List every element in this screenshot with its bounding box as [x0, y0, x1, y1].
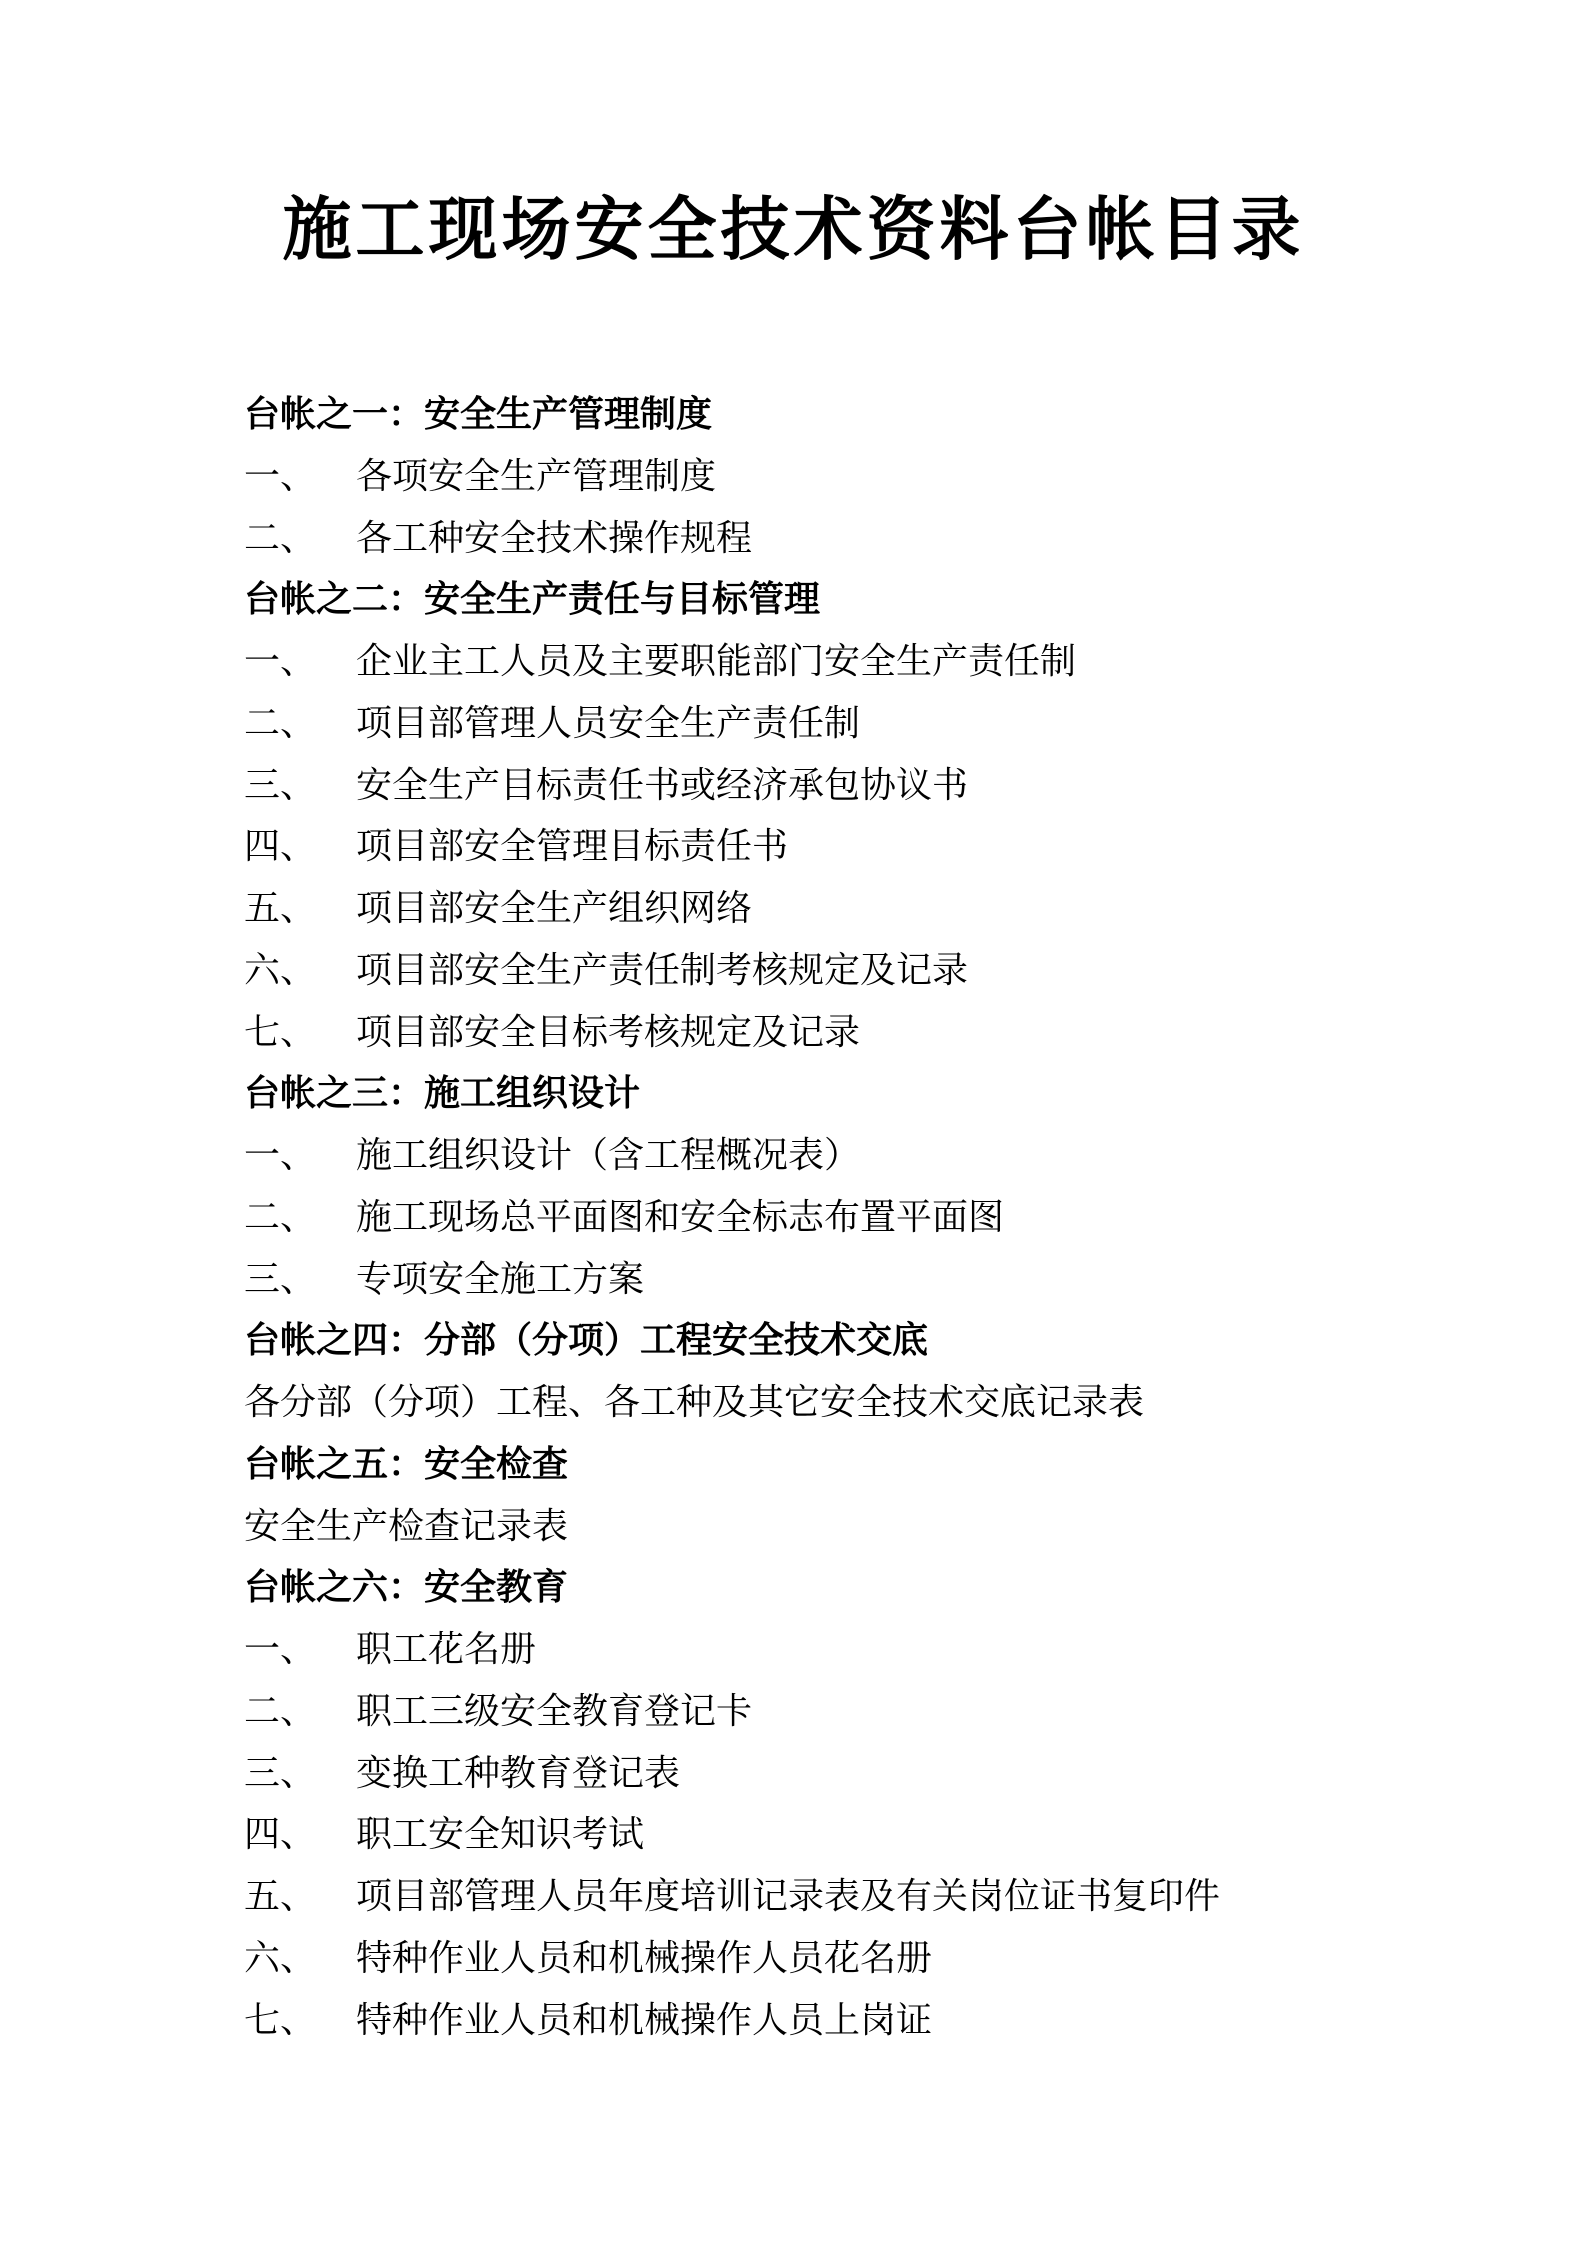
toc-item — [244, 755, 1444, 817]
item-text: 项目部管理人员年度培训记录表及有关岗位证书复印件 — [356, 1876, 1221, 1917]
toc-item — [244, 1249, 1444, 1311]
toc-item — [244, 1619, 1444, 1681]
toc-item — [244, 816, 1444, 878]
item-number: 二、 — [244, 1196, 317, 1238]
section-heading: 台帐之五：安全检查 — [244, 1442, 569, 1485]
item-text: 特种作业人员和机械操作人员上岗证 — [356, 1999, 933, 2041]
item-number: 一、 — [244, 1135, 317, 1176]
item-number: 五、 — [244, 1876, 317, 1917]
item-number: 二、 — [244, 1690, 317, 1732]
toc-plain-item: 各分部（分项）工程、各工种及其它安全技术交底记录表 — [244, 1382, 1145, 1423]
toc-item — [244, 1681, 1444, 1743]
item-text: 安全生产目标责任书或经济承包协议书 — [356, 764, 969, 806]
item-text: 项目部管理人员安全生产责任制 — [356, 702, 861, 744]
item-number: 六、 — [244, 949, 317, 991]
item-text: 职工花名册 — [356, 1629, 537, 1670]
section-heading: 台帐之四：分部（分项）工程安全技术交底 — [244, 1319, 929, 1362]
toc-item — [244, 1928, 1444, 1990]
toc-item — [244, 940, 1444, 1002]
item-number: 一、 — [244, 641, 317, 682]
section-heading: 台帐之三：施工组织设计 — [244, 1072, 641, 1115]
item-text: 职工安全知识考试 — [356, 1814, 645, 1856]
item-number: 七、 — [244, 1999, 317, 2041]
item-text: 项目部安全生产责任制考核规定及记录 — [356, 949, 969, 991]
item-number: 二、 — [244, 517, 317, 559]
toc-item — [244, 1187, 1444, 1249]
toc-item — [244, 508, 1444, 570]
item-text: 项目部安全生产组织网络 — [356, 888, 753, 929]
item-number: 一、 — [244, 455, 317, 497]
item-number: 三、 — [244, 764, 317, 806]
item-number: 二、 — [244, 702, 317, 744]
item-text: 特种作业人员和机械操作人员花名册 — [356, 1937, 933, 1979]
toc-item — [244, 878, 1444, 940]
section-heading: 台帐之二：安全生产责任与目标管理 — [244, 578, 821, 621]
toc-item — [244, 1804, 1444, 1866]
section-heading: 台帐之一：安全生产管理制度 — [244, 393, 713, 435]
item-text: 施工组织设计（含工程概况表） — [356, 1135, 861, 1176]
item-text: 施工现场总平面图和安全标志布置平面图 — [356, 1196, 1005, 1238]
toc-item — [244, 1002, 1444, 1064]
toc-list — [244, 384, 1444, 2051]
toc-item — [244, 1125, 1444, 1187]
item-number: 四、 — [244, 1814, 317, 1856]
item-number: 四、 — [244, 826, 317, 868]
toc-plain-item: 安全生产检查记录表 — [244, 1505, 569, 1547]
item-number: 一、 — [244, 1629, 317, 1670]
toc-item — [244, 1990, 1444, 2052]
toc-item — [244, 693, 1444, 755]
item-number: 六、 — [244, 1937, 317, 1979]
item-number: 五、 — [244, 888, 317, 929]
item-text: 企业主工人员及主要职能部门安全生产责任制 — [356, 641, 1077, 682]
section-heading: 台帐之六：安全教育 — [244, 1566, 569, 1609]
toc-item — [244, 1743, 1444, 1805]
toc-item — [244, 446, 1444, 508]
item-text: 职工三级安全教育登记卡 — [356, 1690, 753, 1732]
item-text: 专项安全施工方案 — [356, 1258, 645, 1300]
toc-item — [244, 1866, 1444, 1928]
item-text: 变换工种教育登记表 — [356, 1752, 681, 1794]
item-number: 三、 — [244, 1752, 317, 1794]
item-text: 项目部安全管理目标责任书 — [356, 826, 789, 868]
item-text: 各工种安全技术操作规程 — [356, 517, 753, 559]
item-number: 三、 — [244, 1258, 317, 1300]
toc-item — [244, 631, 1444, 693]
item-number: 七、 — [244, 1011, 317, 1053]
page-title: 施工现场安全技术资料台帐目录 — [282, 189, 1305, 270]
item-text: 各项安全生产管理制度 — [356, 455, 717, 497]
item-text: 项目部安全目标考核规定及记录 — [356, 1011, 861, 1053]
